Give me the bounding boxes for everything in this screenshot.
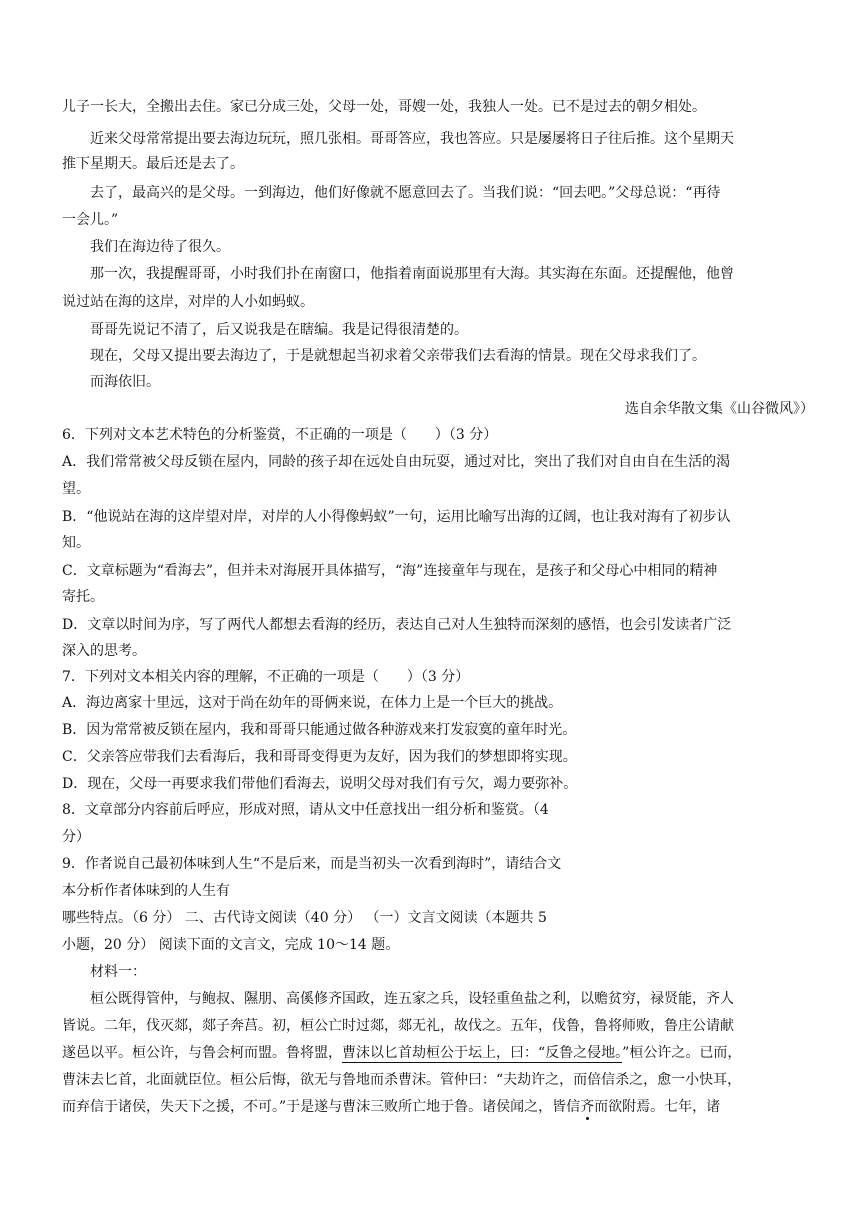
question-6: 6．下列对文本艺术特色的分析鉴赏，不正确的一项是（ ）（3 分） [62, 427, 498, 443]
option-6c-cont: 寄托。 [62, 589, 104, 605]
option-6c: C．文章标题为“看海去”，但并未对海展开具体描写，“海”连接童年与现在，是孩子和父母心中相同的精神 [62, 563, 718, 579]
passage-line: 现在，父母又提出要去海边了，于是就想起当初求着父亲带我们去看海的情景。现在父母求我们了。 [90, 348, 706, 364]
question-7: 7．下列对文本相关内容的理解，不正确的一项是（ ）（3 分） [62, 669, 470, 685]
emphasis-dot-char: 齐 [580, 1099, 595, 1115]
option-7d: D．现在，父母一再要求我们带他们看海去，说明父母对我们有亏欠，竭力要弥补。 [62, 776, 578, 792]
question-8-cont: 分） [62, 829, 90, 845]
option-6a-cont: 望。 [62, 481, 90, 497]
option-7a: A．海边离家十里远，这对于尚在幼年的哥俩来说，在体力上是一个巨大的挑战。 [62, 695, 563, 711]
underlined-sentence: 曹沫以匕首劫桓公于坛上，曰：“反鲁之侵地。 [342, 1045, 623, 1061]
classical-line [62, 1043, 741, 1063]
passage-line: 儿子一长大，全搬出去住。家已分成三处，父母一处，哥嫂一处，我独人一处。已不是过去的朝夕相处。 [62, 99, 706, 115]
source-citation: 选自余华散文集《山谷微风》） [625, 401, 814, 417]
classical-text: ”桓公许之。已而， [622, 1045, 742, 1061]
option-6d-cont: 深入的思考。 [62, 643, 146, 659]
passage-line: 说过站在海的这岸，对岸的人小如蚂蚁。 [62, 294, 314, 310]
passage-line: 推下星期天。最后还是去了。 [62, 156, 244, 172]
passage-line: 一会儿。” [62, 212, 119, 228]
classical-text: 遂邑以平。桓公许，与鲁会柯而盟。鲁将盟， [62, 1045, 342, 1061]
option-6b: B．“他说站在海的这岸望对岸，对岸的人小得像蚂蚁”一句，运用比喻写出海的辽阔，也让我对海有了初步认 [62, 509, 731, 525]
option-6d: D．文章以时间为序，写了两代人都想去看海的经历，表达自己对人生独特而深刻的感悟，也会引发读者广泛 [62, 617, 732, 633]
passage-line: 去了，最高兴的是父母。一到海边，他们好像就不愿意回去了。当我们说：“回去吧。”父母总说：“再待 [90, 185, 721, 201]
passage-line: 近来父母常常提出要去海边玩玩，照几张相。哥哥答应，我也答应。只是屡屡将日子往后推。这个星期天 [90, 131, 734, 147]
question-8: 8．文章部分内容前后呼应，形成对照，请从文中任意找出一组分析和鉴赏。（4 [62, 802, 549, 818]
classical-line: 曹沫去匕首，北面就臣位。桓公后悔，欲无与鲁地而杀曹沫。管仲曰：“夫劫许之，而倍信杀之，愈一小快耳， [62, 1072, 742, 1088]
passage-line: 而海依旧。 [90, 374, 160, 390]
option-6b-cont: 知。 [62, 535, 90, 551]
passage-line: 我们在海边待了很久。 [90, 239, 230, 255]
classical-line [62, 1097, 720, 1117]
question-9-cont: 本分析作者体味到的人生有 [62, 883, 230, 899]
classical-text: 而弃信于诸侯，失天下之援，不可。”于是遂与曹沫三败所亡地于鲁。诸侯闻之，皆信 [62, 1099, 581, 1115]
option-6a: A．我们常常被父母反锁在屋内，同龄的孩子却在远处自由玩耍，通过对比，突出了我们对自由自在生活的渴 [62, 454, 731, 470]
material-label: 材料一： [90, 964, 146, 980]
classical-text: 而欲附焉。七年，诸 [594, 1099, 721, 1115]
section-instruction-line: 小题，20 分） 阅读下面的文言文，完成 10～14 题。 [62, 937, 400, 953]
classical-line: 桓公既得管仲，与鲍叔、隰朋、高傒修齐国政，连五家之兵，设轻重鱼盐之利，以赡贫穷，禄贤能，齐人 [90, 991, 734, 1007]
section-heading-line: 哪些特点。（6 分） 二、古代诗文阅读（40 分） （一）文言文阅读（本题共 5 [62, 910, 547, 926]
passage-line: 哥哥先说记不清了，后又说我是在瞎编。我是记得很清楚的。 [90, 322, 468, 338]
option-7c: C．父亲答应带我们去看海后，我和哥哥变得更为友好，因为我们的梦想即将实现。 [62, 749, 577, 765]
classical-line: 皆说。二年，伐灭郯，郯子奔莒。初，桓公亡时过郯，郯无礼，故伐之。五年，伐鲁，鲁将师败，鲁庄公请献 [62, 1018, 734, 1034]
option-7b: B．因为常常被反锁在屋内，我和哥哥只能通过做各种游戏来打发寂寞的童年时光。 [62, 722, 577, 738]
passage-line: 那一次，我提醒哥哥，小时我们扑在南窗口，他指着南面说那里有大海。其实海在东面。还提醒他，他曾 [90, 266, 734, 282]
question-9: 9．作者说自己最初体味到人生“不是后来，而是当初头一次看到海时”，请结合文 [62, 856, 562, 872]
